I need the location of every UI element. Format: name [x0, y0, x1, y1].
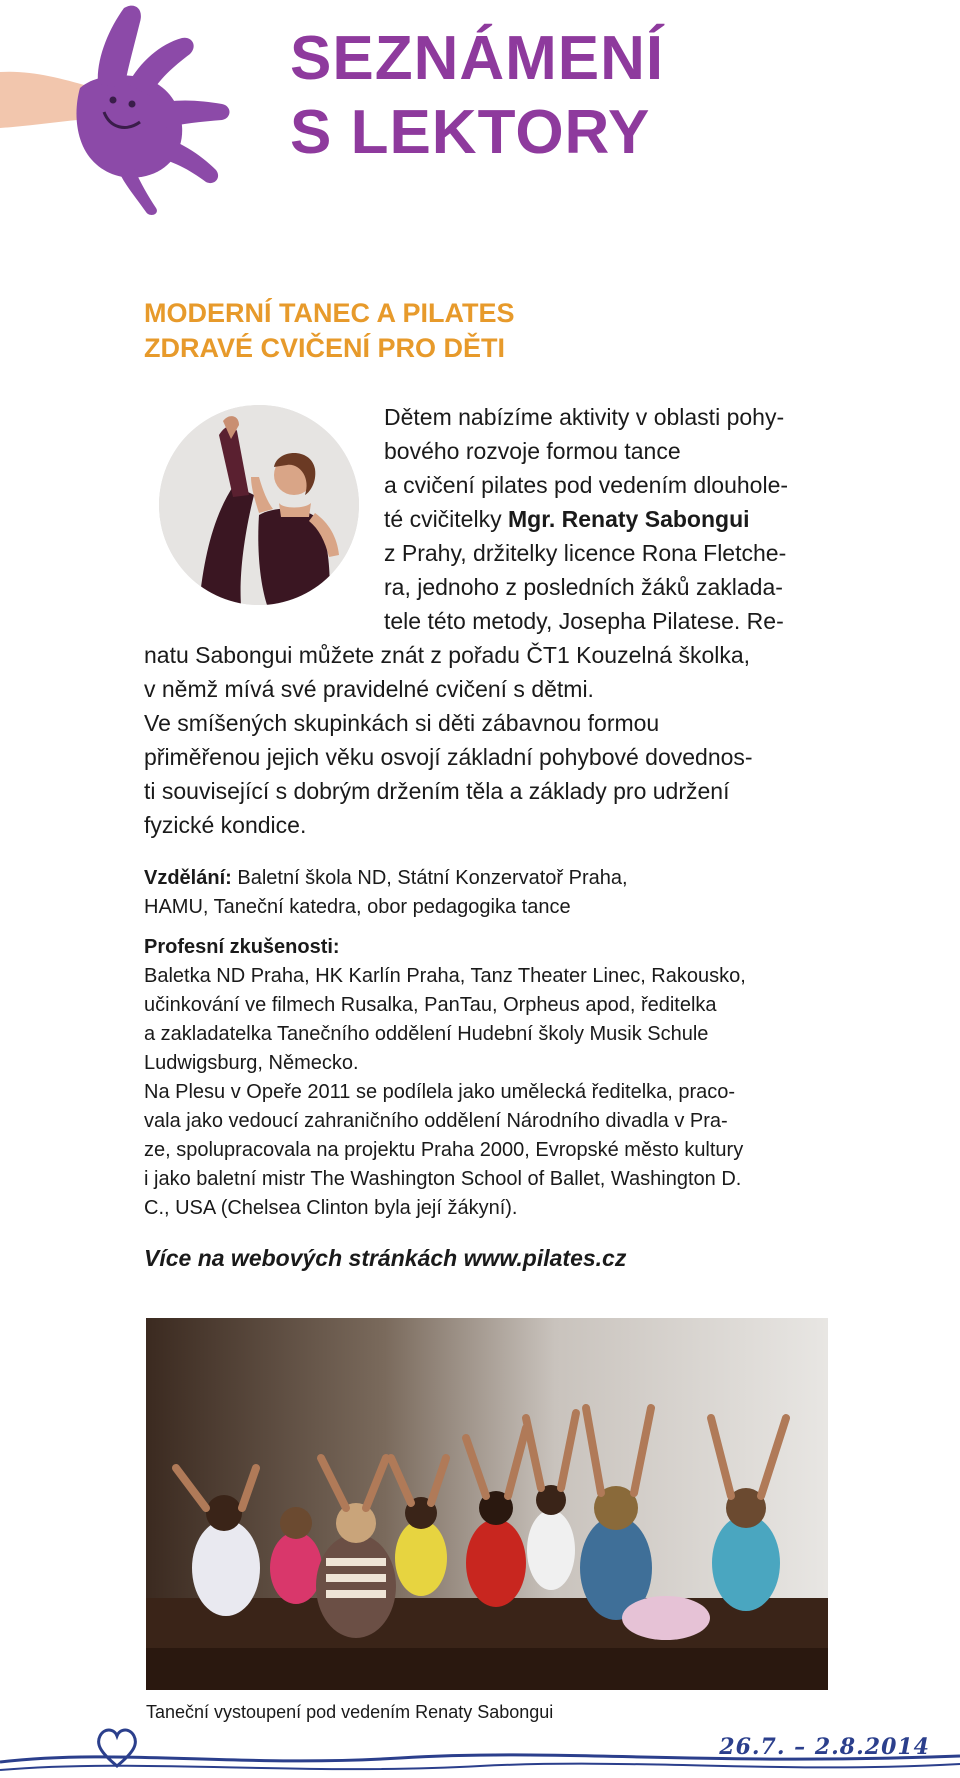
experience-block: [144, 933, 844, 1223]
page-title-line-2: S LEKTORY: [290, 98, 651, 167]
intro-line: z Prahy, držitelky licence Rona Fletche-: [384, 540, 787, 566]
education-line: HAMU, Taneční katedra, obor pedagogika tance: [144, 896, 571, 918]
intro-line: a cvičení pilates pod vedením dlouhole-: [384, 472, 789, 498]
education-text: Baletní škola ND, Státní Konzervatoř Praha,: [231, 867, 628, 889]
experience-line: vala jako vedoucí zahraničního oddělení Národního divadla v Pra-: [144, 1110, 728, 1132]
photo-caption: Taneční vystoupení pod vedením Renaty Sabongui: [146, 1702, 554, 1722]
intro-line: ti související s dobrým držením těla a základy pro udržení: [144, 778, 730, 804]
intro-line: Dětem nabízíme aktivity v oblasti pohy-: [384, 404, 785, 430]
purple-hand-icon: [0, 0, 260, 215]
intro-line: bového rozvoje formou tance: [384, 438, 681, 464]
page-title: [290, 22, 664, 170]
experience-line: ze, spolupracovala na projektu Praha 2000, Evropské město kultury: [144, 1139, 744, 1161]
intro-line: [144, 502, 824, 536]
experience-line: C., USA (Chelsea Clinton byla její žákyní).: [144, 1197, 518, 1219]
intro-line: tele této metody, Josepha Pilatese. Re-: [384, 608, 784, 634]
section-heading: [144, 296, 515, 366]
dance-performance-photo: [146, 1318, 828, 1690]
intro-line: ra, jednoho z posledních žáků zaklada-: [384, 574, 783, 600]
page-title-line-1: SEZNÁMENÍ: [290, 24, 665, 93]
experience-line: a zakladatelka Tanečního oddělení Hudební školy Musik Schule: [144, 1023, 709, 1045]
event-date: 26.7. – 2.8.2014: [719, 1734, 930, 1760]
intro-paragraph: [144, 400, 824, 842]
experience-line: učinkování ve filmech Rusalka, PanTau, Orpheus apod, ředitelka: [144, 994, 717, 1016]
experience-label: Profesní zkušenosti:: [144, 936, 340, 958]
intro-line: v němž mívá své pravidelné cvičení s dětmi.: [144, 676, 594, 702]
intro-line: přiměřenou jejich věku osvojí základní pohybové dovednos-: [144, 744, 753, 770]
education-line: [144, 864, 844, 893]
section-heading-line-1: MODERNÍ TANEC A PILATES: [144, 298, 515, 328]
website-link-text: Více na webových stránkách www.pilates.cz: [144, 1245, 627, 1271]
experience-line: Ludwigsburg, Německo.: [144, 1052, 359, 1074]
intro-line: Ve smíšených skupinkách si děti zábavnou formou: [144, 710, 660, 736]
section-heading-line-2: ZDRAVÉ CVIČENÍ PRO DĚTI: [144, 333, 506, 363]
experience-line: Baletka ND Praha, HK Karlín Praha, Tanz Theater Linec, Rakousko,: [144, 965, 746, 987]
lecturer-info: [144, 864, 844, 1223]
intro-text: té cvičitelky: [384, 506, 508, 532]
experience-line: Na Plesu v Opeře 2011 se podílela jako umělecká ředitelka, praco-: [144, 1081, 736, 1103]
education-label: Vzdělání:: [144, 867, 232, 889]
experience-line: i jako baletní mistr The Washington School of Ballet, Washington D.: [144, 1168, 742, 1190]
lecturer-name: Mgr. Renaty Sabongui: [507, 506, 750, 532]
intro-line: natu Sabongui můžete znát z pořadu ČT1 Kouzelná školka,: [144, 642, 751, 668]
intro-line: fyzické kondice.: [144, 812, 307, 838]
